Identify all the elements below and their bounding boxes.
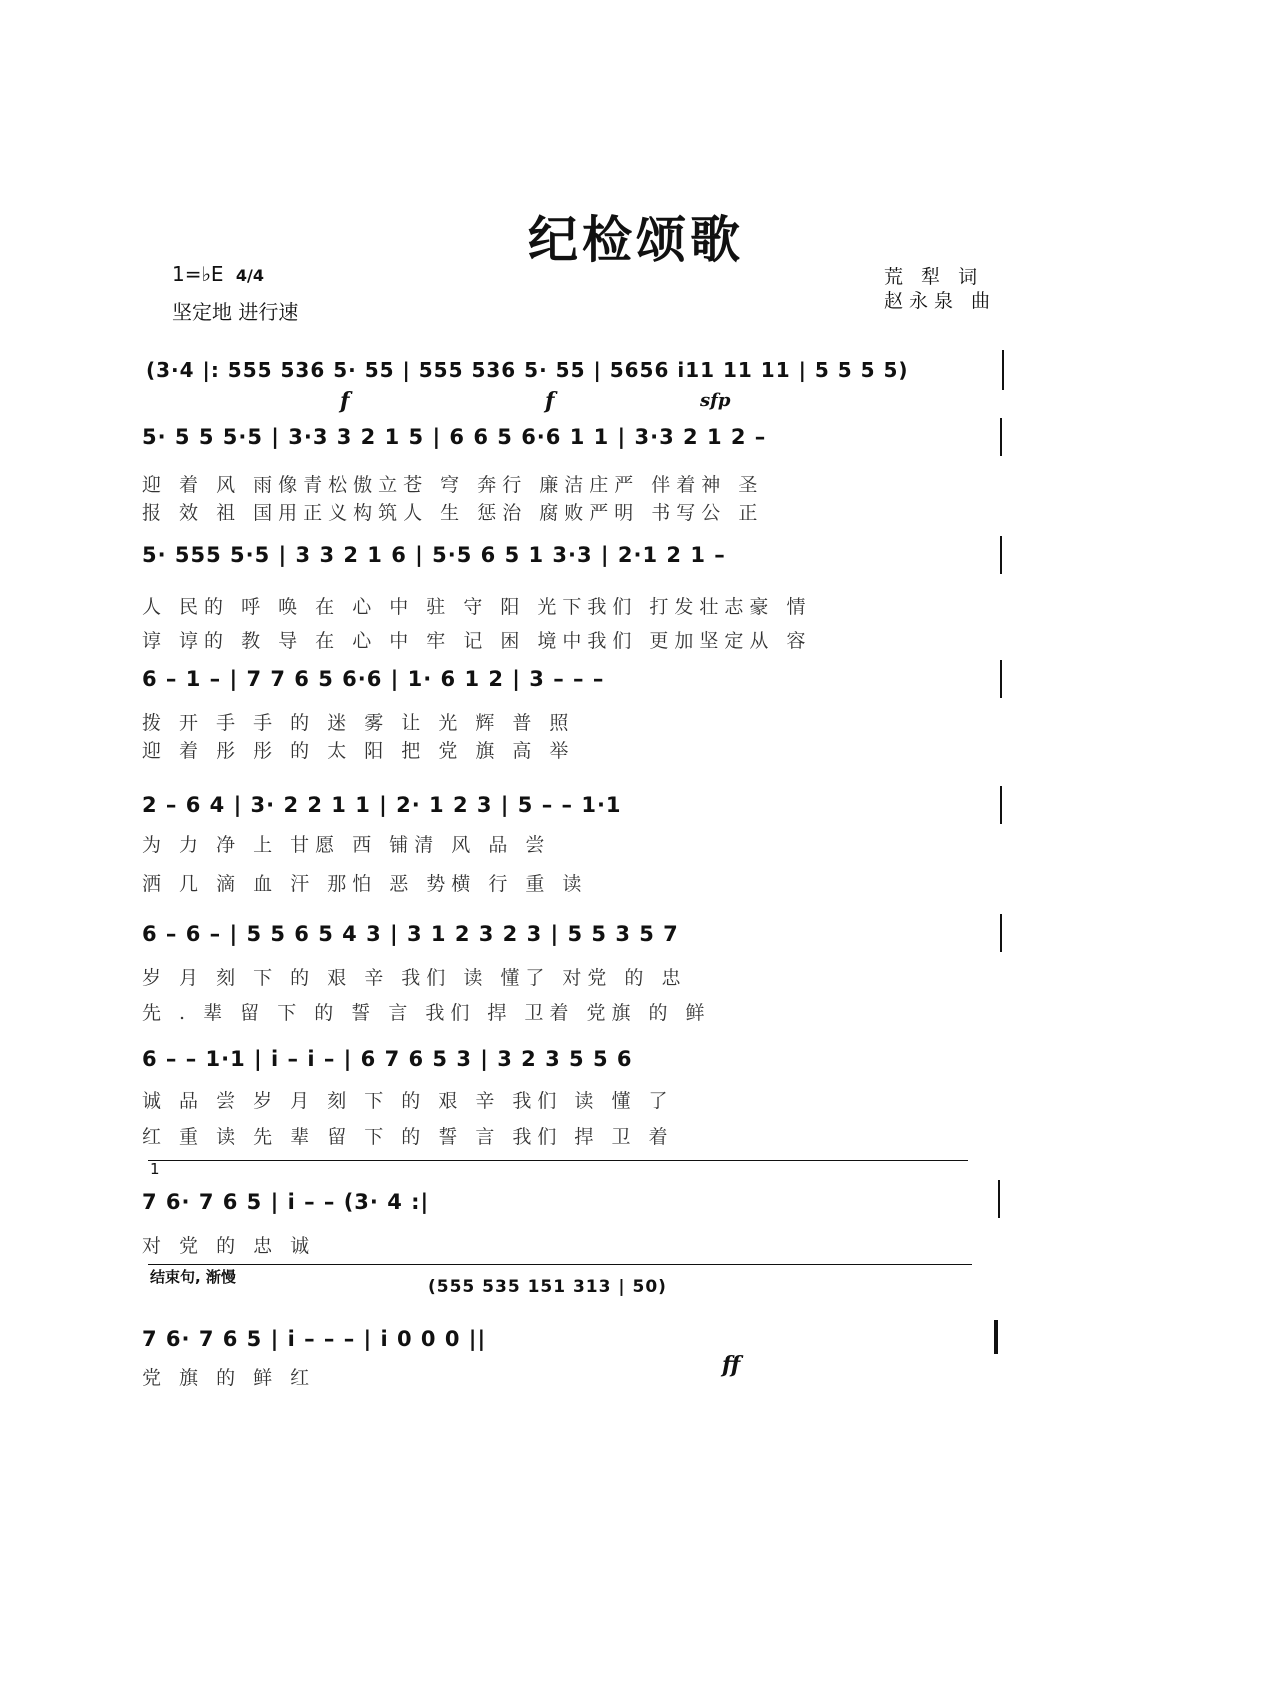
ending-accompaniment: (555 535 151 313 | 50) [428,1277,667,1297]
volta-bracket [148,1160,968,1161]
song-title: 纪检颂歌 [528,210,744,269]
dynamic-forte-2: f [545,388,555,414]
lyrics-row-6-verse-2: 红 重 读 先 辈 留 下 的 誓 言 我们 捍 卫 着 [142,1126,674,1148]
repeat-end-barline [998,1180,1000,1218]
barline-row-4-end [1000,786,1002,824]
lyrics-row-1-verse-1: 迎 着 风 雨像青松傲立苍 穹 奔行 廉洁庄严 伴着神 圣 [142,474,764,496]
composer-credit: 赵永泉 曲 [884,290,997,312]
volta-number: 1 [150,1160,160,1178]
key-text: 1=♭E [172,262,224,286]
key-signature [172,262,264,286]
final-barline [994,1320,998,1354]
barline-row-2-end [1000,536,1002,574]
notes-row-2: 5· 555 5·5 | 3 3 2 1 6 | 5·5 6 5 1 3·3 | 2·1 2 1 – [142,543,726,567]
notes-row-4: 2 – 6 4 | 3· 2 2 1 1 | 2· 1 2 3 | 5 – – 1·1 [142,793,622,817]
lyrics-row-3-verse-2: 迎 着 彤 彤 的 太 阳 把 党 旗 高 举 [142,740,575,762]
lyrics-row-3-verse-1: 拨 开 手 手 的 迷 雾 让 光 辉 普 照 [142,712,575,734]
lyrics-row-5-verse-1: 岁 月 刻 下 的 艰 辛 我们 读 懂了 对党 的 忠 [142,967,687,989]
lyrics-row-5-verse-2: 先 . 辈 留 下 的 誓 言 我们 捍 卫着 党旗 的 鲜 [142,1002,711,1024]
notes-row-7: 7 6· 7 6 5 | i – – (3· 4 :| [142,1190,430,1214]
lyrics-row-4-verse-1: 为 力 净 上 甘愿 西 铺清 风 品 尝 [142,834,551,856]
lyrics-row-6-verse-1: 诚 品 尝 岁 月 刻 下 的 艰 辛 我们 读 懂 了 [142,1090,674,1112]
lyrics-row-4-verse-2: 洒 几 滴 血 汗 那怕 恶 势横 行 重 读 [142,873,588,895]
lyricist-credit: 荒 犁 词 [884,266,984,288]
lyrics-row-2-verse-2: 谆 谆的 教 导 在 心 中 牢 记 困 境中我们 更加坚定从 容 [142,630,812,652]
time-signature: 4/4 [235,266,265,285]
notes-ending: 7 6· 7 6 5 | i – – – | i 0 0 0 || [142,1327,487,1351]
lyrics-row-7: 对 党 的 忠 诚 [142,1235,316,1257]
lyrics-ending: 党 旗 的 鲜 红 [142,1367,316,1389]
notes-row-6: 6 – – 1·1 | i – i – | 6 7 6 5 3 | 3 2 3 5 5 6 [142,1047,633,1071]
ending-label: 结束句, 渐慢 [150,1268,236,1286]
dynamic-forte-1: f [340,388,350,414]
intro-notes: (3·4 |: 555 536 5· 55 | 555 536 5· 55 | 5656 i11 11 11 | 5 5 5 5) [146,358,909,382]
lyrics-row-1-verse-2: 报 效 祖 国用正义构筑人 生 惩治 腐败严明 书写公 正 [142,502,764,524]
dynamic-fortissimo: ff [722,1352,741,1378]
barline-row-3-end [1000,660,1002,698]
notes-row-1: 5· 5 5 5·5 | 3·3 3 2 1 5 | 6 6 5 6·6 1 1 | 3·3 2 1 2 – [142,425,767,449]
barline-row-5-end [1000,914,1002,952]
lyrics-row-2-verse-1: 人 民的 呼 唤 在 心 中 驻 守 阳 光下我们 打发壮志豪 情 [142,596,812,618]
notes-row-3: 6 – 1 – | 7 7 6 5 6·6 | 1· 6 1 2 | 3 – – – [142,667,605,691]
barline-row-1-end [1000,418,1002,456]
tempo-marking: 坚定地 进行速 [172,300,299,324]
ending-bracket [148,1264,972,1265]
dynamic-sfp: sfp [700,390,731,411]
notes-row-5: 6 – 6 – | 5 5 6 5 4 3 | 3 1 2 3 2 3 | 5 5 3 5 7 [142,922,679,946]
barline-intro-end [1002,350,1004,390]
